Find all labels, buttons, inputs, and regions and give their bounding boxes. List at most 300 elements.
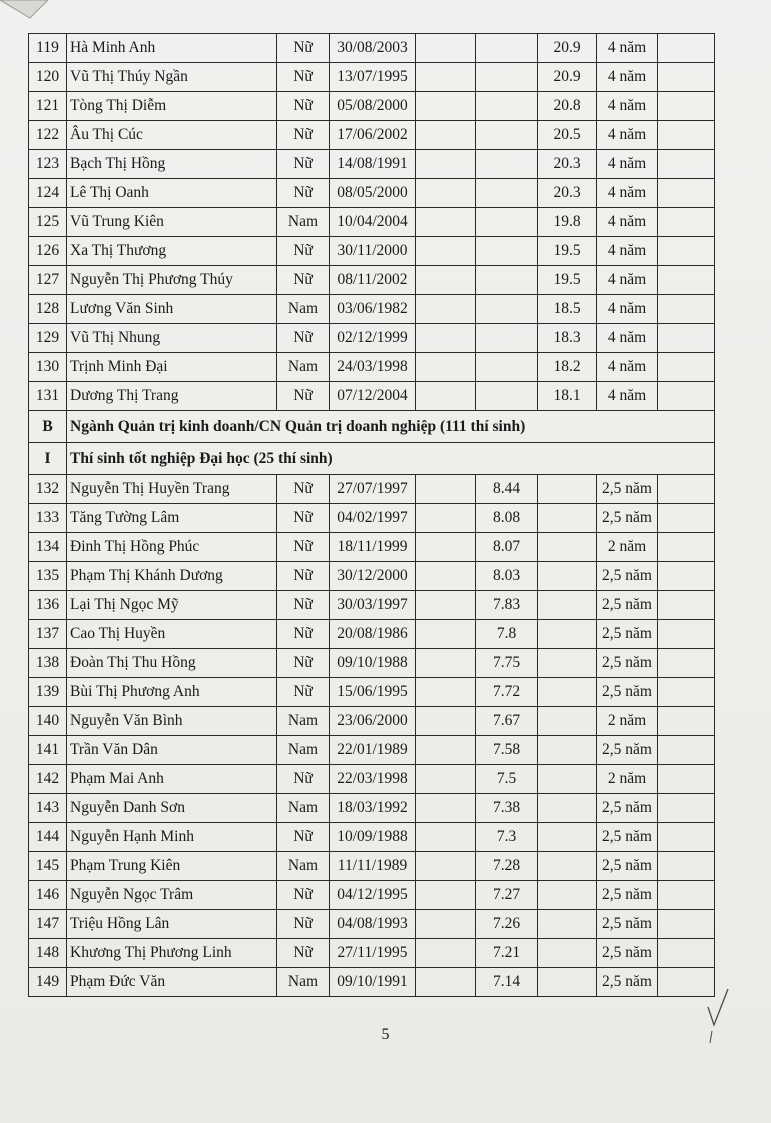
row-number: 138 [29, 649, 67, 678]
candidate-score: 20.3 [538, 150, 597, 179]
note-cell [658, 562, 715, 591]
table-row [29, 92, 715, 121]
table-row [29, 765, 715, 794]
note-cell [658, 353, 715, 382]
candidate-birthdate: 30/03/1997 [330, 591, 416, 620]
candidate-gpa: 8.44 [476, 475, 538, 504]
candidate-name: Lại Thị Ngọc Mỹ [67, 591, 277, 620]
study-duration: 2,5 năm [597, 910, 658, 939]
candidate-sex: Nữ [277, 533, 330, 562]
candidate-birthdate: 30/11/2000 [330, 237, 416, 266]
table-row [29, 707, 715, 736]
study-duration: 4 năm [597, 63, 658, 92]
candidate-score: 18.5 [538, 295, 597, 324]
candidate-birthdate: 22/01/1989 [330, 736, 416, 765]
table-row [29, 475, 715, 504]
empty-cell [538, 765, 597, 794]
table-body-top [29, 34, 715, 411]
empty-cell [416, 382, 476, 411]
candidate-name: Cao Thị Huyền [67, 620, 277, 649]
row-number: 149 [29, 968, 67, 997]
candidate-sex: Nam [277, 295, 330, 324]
empty-cell [476, 324, 538, 353]
candidate-birthdate: 27/07/1997 [330, 475, 416, 504]
candidate-score: 18.1 [538, 382, 597, 411]
candidate-gpa: 7.27 [476, 881, 538, 910]
candidate-sex: Nam [277, 794, 330, 823]
candidate-sex: Nữ [277, 823, 330, 852]
candidate-score: 19.5 [538, 266, 597, 295]
row-number: 144 [29, 823, 67, 852]
candidate-sex: Nữ [277, 121, 330, 150]
study-duration: 2 năm [597, 707, 658, 736]
candidate-birthdate: 10/09/1988 [330, 823, 416, 852]
empty-cell [416, 504, 476, 533]
section-row-i [29, 443, 715, 475]
candidate-name: Trần Văn Dân [67, 736, 277, 765]
table-row [29, 179, 715, 208]
note-cell [658, 266, 715, 295]
candidate-birthdate: 07/12/2004 [330, 382, 416, 411]
row-number: 127 [29, 266, 67, 295]
candidate-birthdate: 10/04/2004 [330, 208, 416, 237]
table-row [29, 939, 715, 968]
empty-cell [476, 353, 538, 382]
candidate-name: Bùi Thị Phương Anh [67, 678, 277, 707]
note-cell [658, 591, 715, 620]
study-duration: 2,5 năm [597, 881, 658, 910]
empty-cell [538, 852, 597, 881]
empty-cell [476, 295, 538, 324]
candidate-gpa: 7.26 [476, 910, 538, 939]
candidate-sex: Nữ [277, 504, 330, 533]
candidate-sex: Nữ [277, 150, 330, 179]
table-section-headers [29, 411, 715, 475]
candidate-birthdate: 15/06/1995 [330, 678, 416, 707]
candidate-gpa: 7.5 [476, 765, 538, 794]
candidate-name: Phạm Mai Anh [67, 765, 277, 794]
candidate-name: Phạm Trung Kiên [67, 852, 277, 881]
empty-cell [416, 736, 476, 765]
candidate-gpa: 8.08 [476, 504, 538, 533]
candidate-sex: Nữ [277, 910, 330, 939]
note-cell [658, 92, 715, 121]
empty-cell [416, 562, 476, 591]
candidate-gpa: 7.38 [476, 794, 538, 823]
candidate-name: Nguyễn Thị Phương Thúy [67, 266, 277, 295]
candidate-name: Phạm Đức Văn [67, 968, 277, 997]
row-number: 123 [29, 150, 67, 179]
empty-cell [476, 208, 538, 237]
study-duration: 4 năm [597, 295, 658, 324]
study-duration: 2,5 năm [597, 852, 658, 881]
section-code: I [29, 443, 67, 475]
candidate-name: Nguyễn Ngọc Trâm [67, 881, 277, 910]
empty-cell [476, 266, 538, 295]
note-cell [658, 324, 715, 353]
empty-cell [416, 63, 476, 92]
empty-cell [416, 208, 476, 237]
table-row [29, 910, 715, 939]
empty-cell [416, 150, 476, 179]
candidate-birthdate: 08/05/2000 [330, 179, 416, 208]
candidate-birthdate: 11/11/1989 [330, 852, 416, 881]
note-cell [658, 150, 715, 179]
table-row [29, 63, 715, 92]
candidate-gpa: 7.83 [476, 591, 538, 620]
candidate-gpa: 8.03 [476, 562, 538, 591]
note-cell [658, 63, 715, 92]
candidate-birthdate: 18/03/1992 [330, 794, 416, 823]
row-number: 135 [29, 562, 67, 591]
candidate-sex: Nữ [277, 765, 330, 794]
row-number: 131 [29, 382, 67, 411]
candidate-name: Tăng Tường Lâm [67, 504, 277, 533]
study-duration: 2,5 năm [597, 591, 658, 620]
section-code: B [29, 411, 67, 443]
candidate-score: 18.2 [538, 353, 597, 382]
candidate-sex: Nữ [277, 881, 330, 910]
candidate-birthdate: 14/08/1991 [330, 150, 416, 179]
table-row [29, 237, 715, 266]
note-cell [658, 382, 715, 411]
table-row [29, 968, 715, 997]
empty-cell [538, 823, 597, 852]
candidate-birthdate: 20/08/1986 [330, 620, 416, 649]
empty-cell [416, 765, 476, 794]
empty-cell [476, 150, 538, 179]
empty-cell [476, 179, 538, 208]
candidate-gpa: 7.72 [476, 678, 538, 707]
empty-cell [416, 533, 476, 562]
empty-cell [416, 620, 476, 649]
table-row [29, 34, 715, 63]
empty-cell [476, 237, 538, 266]
note-cell [658, 736, 715, 765]
row-number: 141 [29, 736, 67, 765]
candidate-birthdate: 03/06/1982 [330, 295, 416, 324]
table-row [29, 678, 715, 707]
candidate-name: Triệu Hồng Lân [67, 910, 277, 939]
note-cell [658, 939, 715, 968]
row-number: 145 [29, 852, 67, 881]
candidate-sex: Nam [277, 736, 330, 765]
table-row [29, 649, 715, 678]
candidate-birthdate: 30/12/2000 [330, 562, 416, 591]
note-cell [658, 794, 715, 823]
study-duration: 4 năm [597, 121, 658, 150]
row-number: 140 [29, 707, 67, 736]
study-duration: 4 năm [597, 382, 658, 411]
study-duration: 2,5 năm [597, 620, 658, 649]
table-row [29, 121, 715, 150]
row-number: 122 [29, 121, 67, 150]
candidate-name: Vũ Trung Kiên [67, 208, 277, 237]
row-number: 146 [29, 881, 67, 910]
row-number: 130 [29, 353, 67, 382]
empty-cell [538, 678, 597, 707]
candidate-table [28, 33, 715, 997]
table-row [29, 324, 715, 353]
study-duration: 4 năm [597, 237, 658, 266]
candidate-gpa: 7.67 [476, 707, 538, 736]
candidate-sex: Nữ [277, 382, 330, 411]
study-duration: 2,5 năm [597, 736, 658, 765]
candidate-birthdate: 13/07/1995 [330, 63, 416, 92]
table-row [29, 881, 715, 910]
candidate-sex: Nữ [277, 266, 330, 295]
empty-cell [416, 295, 476, 324]
study-duration: 2 năm [597, 765, 658, 794]
study-duration: 2 năm [597, 533, 658, 562]
candidate-score: 19.5 [538, 237, 597, 266]
table-row [29, 533, 715, 562]
candidate-birthdate: 08/11/2002 [330, 266, 416, 295]
table-row [29, 591, 715, 620]
candidate-sex: Nữ [277, 63, 330, 92]
study-duration: 4 năm [597, 266, 658, 295]
candidate-name: Phạm Thị Khánh Dương [67, 562, 277, 591]
candidate-sex: Nam [277, 208, 330, 237]
table-row [29, 794, 715, 823]
empty-cell [538, 591, 597, 620]
candidate-gpa: 7.3 [476, 823, 538, 852]
note-cell [658, 504, 715, 533]
empty-cell [416, 475, 476, 504]
table-body-bottom [29, 475, 715, 997]
candidate-sex: Nữ [277, 562, 330, 591]
note-cell [658, 533, 715, 562]
row-number: 143 [29, 794, 67, 823]
candidate-birthdate: 22/03/1998 [330, 765, 416, 794]
candidate-score: 19.8 [538, 208, 597, 237]
table-row [29, 562, 715, 591]
row-number: 139 [29, 678, 67, 707]
row-number: 132 [29, 475, 67, 504]
study-duration: 2,5 năm [597, 794, 658, 823]
study-duration: 2,5 năm [597, 823, 658, 852]
candidate-sex: Nữ [277, 324, 330, 353]
empty-cell [538, 910, 597, 939]
candidate-gpa: 8.07 [476, 533, 538, 562]
empty-cell [538, 533, 597, 562]
empty-cell [416, 237, 476, 266]
study-duration: 2,5 năm [597, 562, 658, 591]
row-number: 126 [29, 237, 67, 266]
study-duration: 2,5 năm [597, 968, 658, 997]
empty-cell [538, 736, 597, 765]
empty-cell [416, 266, 476, 295]
note-cell [658, 295, 715, 324]
table-row [29, 353, 715, 382]
table-row [29, 208, 715, 237]
candidate-name: Lê Thị Oanh [67, 179, 277, 208]
empty-cell [416, 179, 476, 208]
study-duration: 4 năm [597, 92, 658, 121]
row-number: 137 [29, 620, 67, 649]
row-number: 121 [29, 92, 67, 121]
empty-cell [538, 620, 597, 649]
candidate-sex: Nữ [277, 475, 330, 504]
candidate-birthdate: 27/11/1995 [330, 939, 416, 968]
study-duration: 4 năm [597, 179, 658, 208]
candidate-birthdate: 23/06/2000 [330, 707, 416, 736]
candidate-score: 18.3 [538, 324, 597, 353]
study-duration: 2,5 năm [597, 504, 658, 533]
note-cell [658, 678, 715, 707]
candidate-gpa: 7.58 [476, 736, 538, 765]
empty-cell [416, 591, 476, 620]
candidate-sex: Nam [277, 353, 330, 382]
table-row [29, 266, 715, 295]
empty-cell [538, 939, 597, 968]
candidate-sex: Nam [277, 707, 330, 736]
candidate-name: Đoàn Thị Thu Hồng [67, 649, 277, 678]
candidate-score: 20.5 [538, 121, 597, 150]
empty-cell [538, 707, 597, 736]
candidate-sex: Nam [277, 852, 330, 881]
row-number: 124 [29, 179, 67, 208]
note-cell [658, 237, 715, 266]
candidate-birthdate: 05/08/2000 [330, 92, 416, 121]
table-row [29, 382, 715, 411]
empty-cell [416, 823, 476, 852]
note-cell [658, 121, 715, 150]
candidate-birthdate: 17/06/2002 [330, 121, 416, 150]
section-row-b [29, 411, 715, 443]
row-number: 147 [29, 910, 67, 939]
candidate-score: 20.9 [538, 63, 597, 92]
empty-cell [416, 353, 476, 382]
note-cell [658, 910, 715, 939]
candidate-score: 20.9 [538, 34, 597, 63]
empty-cell [538, 504, 597, 533]
candidate-gpa: 7.75 [476, 649, 538, 678]
table-row [29, 504, 715, 533]
empty-cell [538, 794, 597, 823]
candidate-birthdate: 04/12/1995 [330, 881, 416, 910]
note-cell [658, 34, 715, 63]
empty-cell [476, 34, 538, 63]
note-cell [658, 852, 715, 881]
candidate-birthdate: 30/08/2003 [330, 34, 416, 63]
note-cell [658, 620, 715, 649]
empty-cell [476, 121, 538, 150]
section-title: Thí sinh tốt nghiệp Đại học (25 thí sinh) [67, 443, 715, 475]
empty-cell [416, 121, 476, 150]
row-number: 129 [29, 324, 67, 353]
table-row [29, 620, 715, 649]
row-number: 136 [29, 591, 67, 620]
study-duration: 4 năm [597, 353, 658, 382]
candidate-birthdate: 02/12/1999 [330, 324, 416, 353]
table-row [29, 736, 715, 765]
candidate-name: Âu Thị Cúc [67, 121, 277, 150]
candidate-name: Vũ Thị Thúy Ngần [67, 63, 277, 92]
table-row [29, 150, 715, 179]
candidate-score: 20.3 [538, 179, 597, 208]
table-row [29, 823, 715, 852]
empty-cell [416, 939, 476, 968]
section-title: Ngành Quản trị kinh doanh/CN Quản trị doanh nghiệp (111 thí sinh) [67, 411, 715, 443]
empty-cell [476, 92, 538, 121]
row-number: 120 [29, 63, 67, 92]
note-cell [658, 475, 715, 504]
candidate-gpa: 7.14 [476, 968, 538, 997]
empty-cell [416, 881, 476, 910]
table-row [29, 852, 715, 881]
study-duration: 4 năm [597, 208, 658, 237]
note-cell [658, 823, 715, 852]
note-cell [658, 179, 715, 208]
candidate-sex: Nữ [277, 591, 330, 620]
candidate-birthdate: 04/02/1997 [330, 504, 416, 533]
empty-cell [416, 707, 476, 736]
study-duration: 4 năm [597, 150, 658, 179]
study-duration: 2,5 năm [597, 475, 658, 504]
empty-cell [538, 968, 597, 997]
candidate-name: Dương Thị Trang [67, 382, 277, 411]
empty-cell [538, 562, 597, 591]
candidate-sex: Nữ [277, 179, 330, 208]
empty-cell [538, 649, 597, 678]
candidate-score: 20.8 [538, 92, 597, 121]
candidate-gpa: 7.21 [476, 939, 538, 968]
row-number: 148 [29, 939, 67, 968]
empty-cell [416, 324, 476, 353]
candidate-birthdate: 04/08/1993 [330, 910, 416, 939]
candidate-birthdate: 18/11/1999 [330, 533, 416, 562]
empty-cell [416, 852, 476, 881]
empty-cell [476, 63, 538, 92]
study-duration: 2,5 năm [597, 649, 658, 678]
empty-cell [416, 794, 476, 823]
candidate-sex: Nữ [277, 34, 330, 63]
study-duration: 2,5 năm [597, 939, 658, 968]
study-duration: 4 năm [597, 324, 658, 353]
candidate-name: Nguyễn Danh Sơn [67, 794, 277, 823]
candidate-gpa: 7.8 [476, 620, 538, 649]
candidate-name: Vũ Thị Nhung [67, 324, 277, 353]
study-duration: 2,5 năm [597, 678, 658, 707]
row-number: 119 [29, 34, 67, 63]
candidate-name: Tòng Thị Diễm [67, 92, 277, 121]
study-duration: 4 năm [597, 34, 658, 63]
empty-cell [538, 881, 597, 910]
candidate-birthdate: 09/10/1991 [330, 968, 416, 997]
empty-cell [416, 649, 476, 678]
candidate-sex: Nữ [277, 237, 330, 266]
candidate-name: Nguyễn Hạnh Minh [67, 823, 277, 852]
row-number: 134 [29, 533, 67, 562]
note-cell [658, 765, 715, 794]
empty-cell [416, 678, 476, 707]
candidate-sex: Nữ [277, 678, 330, 707]
candidate-name: Đinh Thị Hồng Phúc [67, 533, 277, 562]
candidate-name: Xa Thị Thương [67, 237, 277, 266]
note-cell [658, 208, 715, 237]
empty-cell [416, 968, 476, 997]
candidate-sex: Nam [277, 968, 330, 997]
candidate-name: Bạch Thị Hồng [67, 150, 277, 179]
empty-cell [416, 92, 476, 121]
candidate-sex: Nữ [277, 939, 330, 968]
candidate-birthdate: 09/10/1988 [330, 649, 416, 678]
candidate-name: Trịnh Minh Đại [67, 353, 277, 382]
candidate-name: Nguyễn Thị Huyền Trang [67, 475, 277, 504]
candidate-sex: Nữ [277, 620, 330, 649]
empty-cell [416, 34, 476, 63]
